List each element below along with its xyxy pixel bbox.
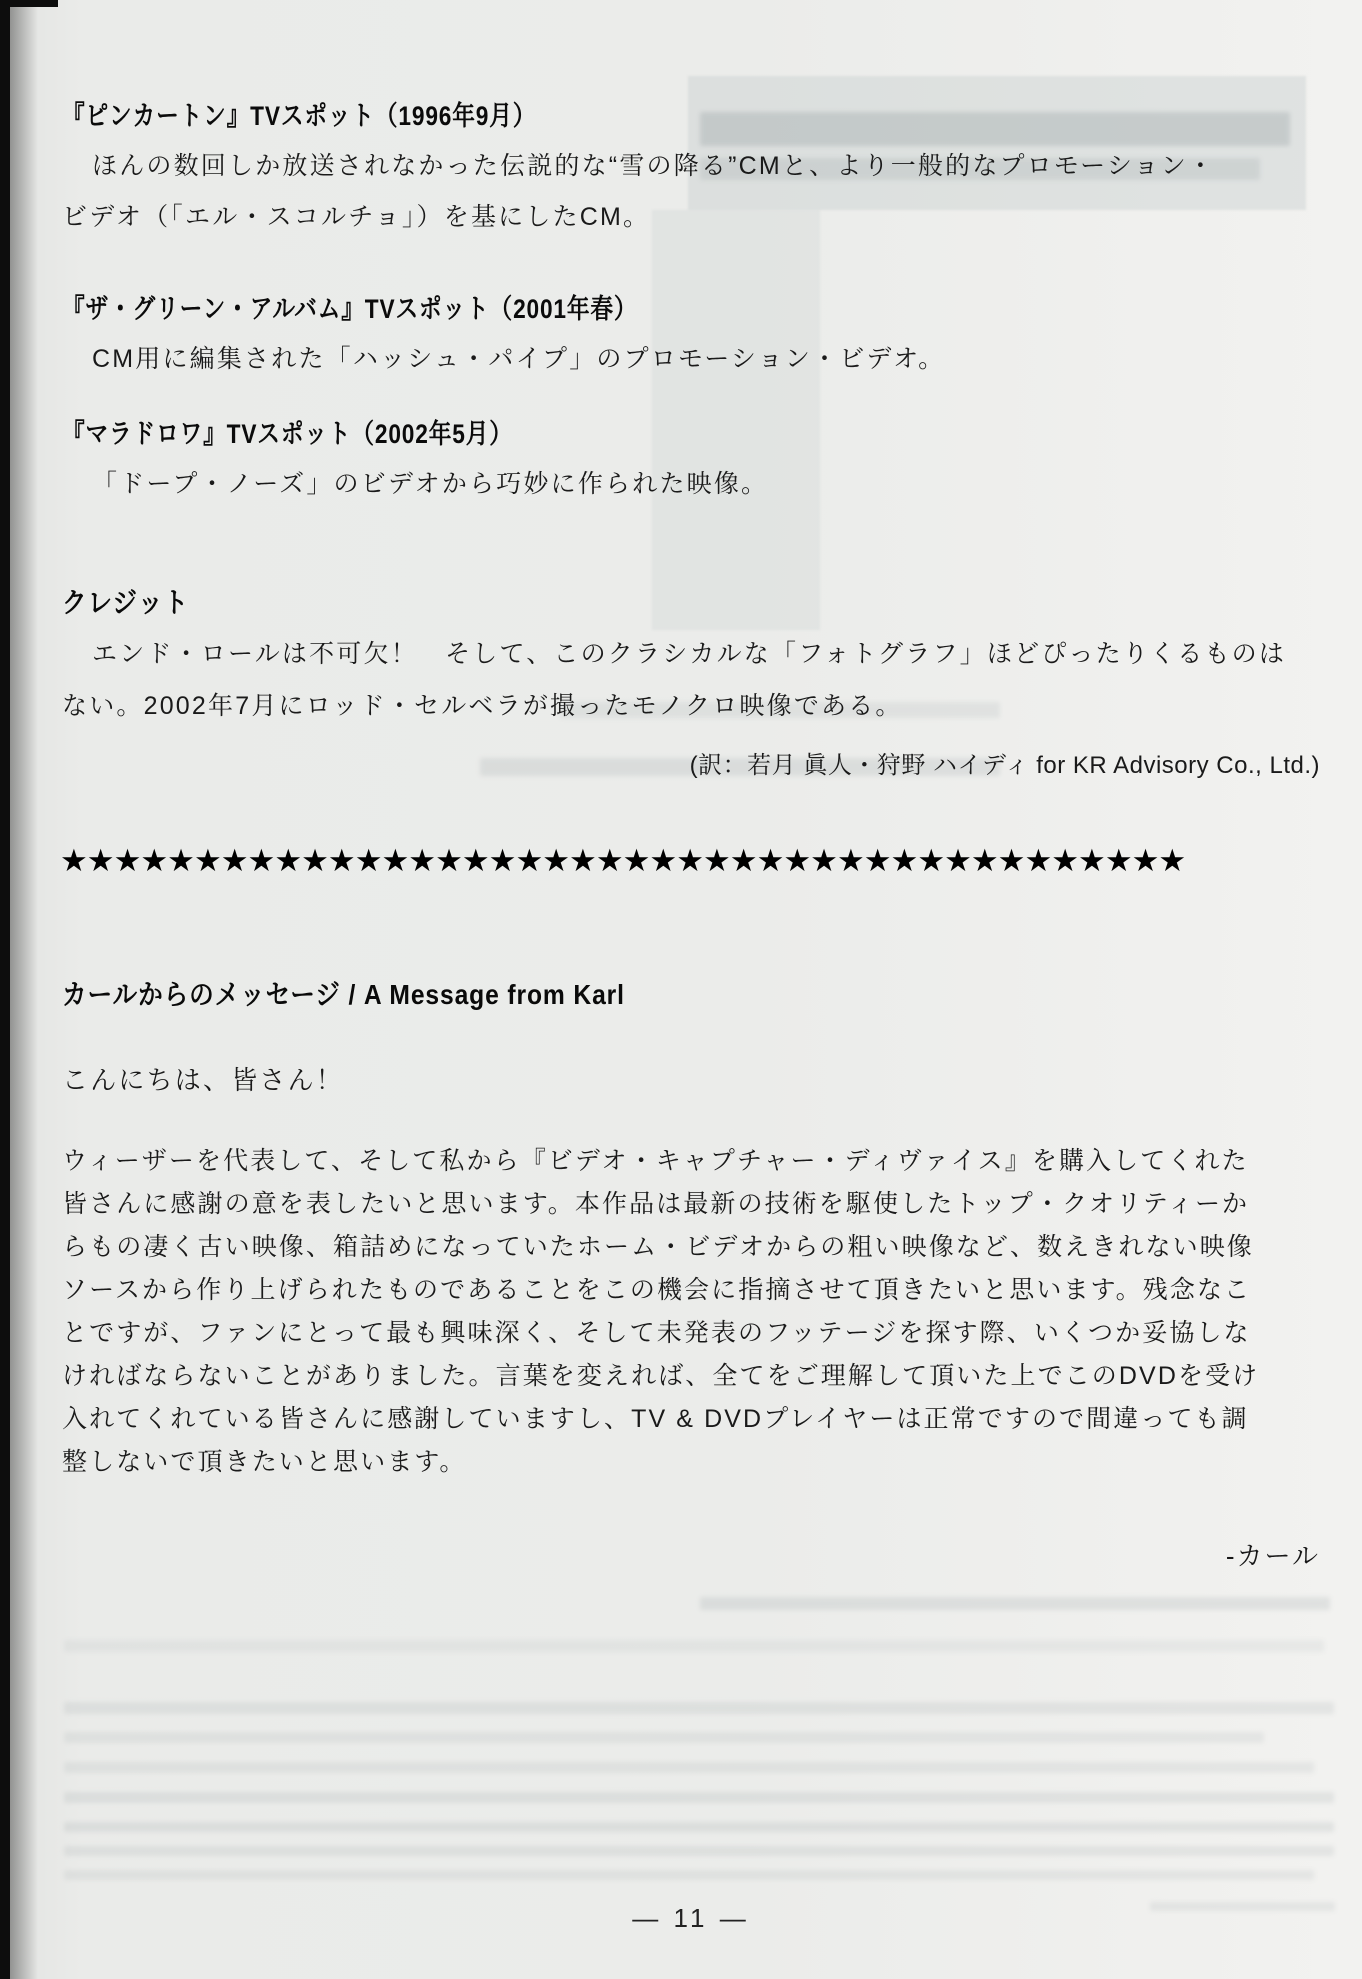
page-number: — 11 — [632,1903,750,1933]
credits-heading-text: クレジット [62,587,189,618]
ghost-showthrough-line [64,1846,1334,1856]
tvspot-pinkerton-heading [62,94,627,133]
message-heading-text: カールからのメッセージ / A Message from Karl [62,979,625,1010]
credits-line2: ない。2002年7月にロッド・セルベラが撮ったモノクロ映像である。 [62,692,903,720]
tvspot-maladroit-heading [62,412,599,451]
message-paragraph-line: 皆さんに感謝の意を表したいと思います。本作品は最新の技術を駆使したトップ・クオリティーか [62,1190,1250,1218]
tvspot-green-album-heading-text: 『ザ・グリーン・アルバム』TVスポット（2001年春） [62,294,638,324]
ghost-showthrough-line [64,1640,1324,1652]
message-greeting: こんにちは、皆さん！ [62,1065,345,1095]
tvspot-pinkerton-line2: ビデオ（「エル・スコルチョ」）を基にしたCM。 [62,203,651,231]
message-paragraph-line: 入れてくれている皆さんに感謝していますし、TV & DVDプレイヤーは正常ですので間違っても調 [62,1405,1249,1433]
message-paragraph-line: ソースから作り上げられたものであることをこの機会に指摘させて頂きたいと思います。残念なこ [62,1276,1252,1304]
tvspot-green-album-heading [62,287,747,326]
scan-edge-top-wedge [0,0,58,7]
message-paragraph [62,1140,1259,1484]
ghost-showthrough-line [64,1822,1334,1832]
tvspot-green-album-line1: CM用に編集された「ハッシュ・パイプ」のプロモーション・ビデオ。 [92,345,946,373]
scan-edge-left [0,0,10,1979]
message-paragraph-line: とですが、ファンにとって最も興味深く、そして未発表のフッテージを探す際、いくつか妥協しな [62,1319,1251,1347]
ghost-showthrough-line [64,1792,1334,1803]
ghost-showthrough-title-line [700,112,1290,146]
ghost-showthrough-line [64,1762,1314,1773]
credits-heading [62,581,206,621]
credits-line1: エンド・ロールは不可欠！ そして、このクラシカルな「フォトグラフ」ほどぴったりくるものは [92,640,1287,668]
ghost-showthrough-band [652,210,820,630]
star-divider: ★★★★★★★★★★★★★★★★★★★★★★★★★★★★★★★★★★★★★★★★★★ [60,843,1186,878]
message-signature: -カール [1225,1541,1320,1571]
tvspot-maladroit-heading-text: 『マラドロワ』TVスポット（2002年5月） [62,419,513,449]
tvspot-pinkerton-heading-text: 『ピンカートン』TVスポット（1996年9月） [62,101,537,131]
scan-edge-left-fade [10,0,38,1979]
translator-credit: (訳：若月 眞人・狩野 ハイディ for KR Advisory Co., Ltd.) [689,752,1320,779]
message-paragraph-line: ければならないことがありました。言葉を変えれば、全てをご理解して頂いた上でこのDVDを受け [62,1362,1260,1390]
tvspot-maladroit-line1: 「ドープ・ノーズ」のビデオから巧妙に作られた映像。 [92,470,769,498]
ghost-showthrough-line [64,1702,1334,1714]
ghost-showthrough-line [700,1597,1330,1610]
message-paragraph-line: 整しないで頂きたいと思います。 [62,1448,467,1476]
ghost-showthrough-line [64,1870,1314,1880]
tvspot-pinkerton-line1: ほんの数回しか放送されなかった伝説的な“雪の降る”CMと、より一般的なプロモーション・ [92,152,1216,180]
message-heading [62,973,702,1013]
message-paragraph-line: ウィーザーを代表して、そして私から『ビデオ・キャプチャー・ディヴァイス』を購入してくれた [62,1147,1249,1175]
message-paragraph-line: らもの凄く古い映像、箱詰めになっていたホーム・ビデオからの粗い映像など、数えきれない映像 [62,1233,1254,1261]
ghost-showthrough-line [64,1732,1264,1743]
